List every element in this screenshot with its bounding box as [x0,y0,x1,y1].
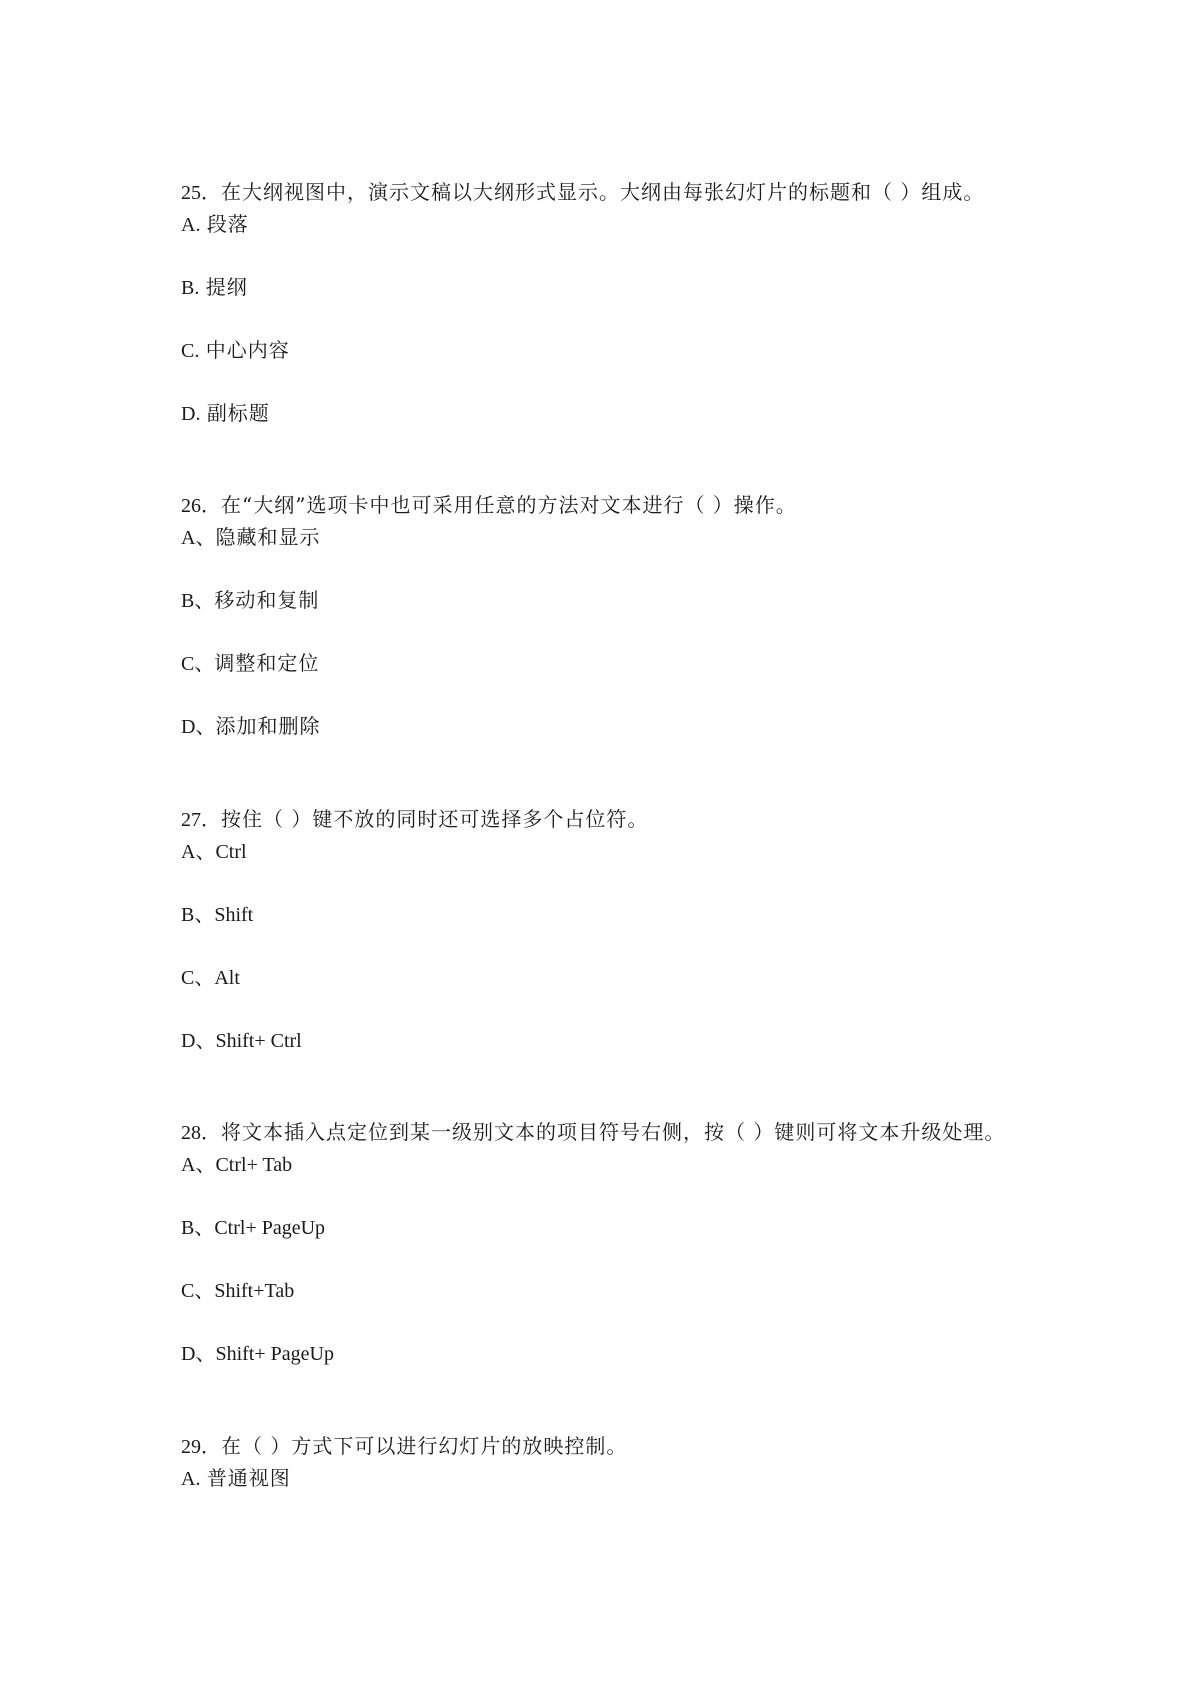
option-text: Alt [214,967,240,989]
option-letter: C、 [181,967,215,989]
option-letter: A. [181,1468,201,1490]
option-text: 中心内容 [205,338,290,362]
question-text: 按住（ ）键不放的同时还可选择多个占位符。 [221,807,649,831]
option-letter: B、 [181,1217,215,1239]
option-letter: D. [181,403,201,425]
option-text: 副标题 [206,401,270,425]
option-b [181,586,1081,614]
question-text: 将文本插入点定位到某一级别文本的项目符号右侧，按（ ）键则可将文本升级处理。 [221,1120,1006,1144]
question-text: 在（ ）方式下可以进行幻灯片的放映控制。 [221,1434,628,1458]
option-a [181,210,1081,238]
question-stem [181,1118,1081,1146]
option-letter: B、 [181,590,215,612]
option-letter: A. [181,214,201,236]
option-letter: C、 [181,653,215,675]
option-b [181,900,1081,928]
option-b [181,1213,1081,1241]
option-c [181,963,1081,991]
question-stem [181,178,1081,206]
option-a [181,1150,1081,1178]
option-text: 普通视图 [206,1466,291,1490]
option-text: Ctrl+ PageUp [214,1217,326,1239]
option-text: 隐藏和显示 [215,525,321,549]
option-b [181,273,1081,301]
question-number: 28． [181,1122,221,1144]
option-letter: A、 [181,841,216,863]
option-text: Ctrl+ Tab [215,1154,293,1176]
question-26 [181,491,1081,740]
option-a [181,523,1081,551]
option-text: 提纲 [205,275,248,299]
question-27 [181,805,1081,1054]
option-text: Ctrl [215,841,247,863]
option-letter: A、 [181,1154,216,1176]
option-c [181,1276,1081,1304]
option-d [181,712,1081,740]
option-text: 移动和复制 [214,588,320,612]
option-letter: D、 [181,716,216,738]
option-text: Shift+ PageUp [215,1343,334,1365]
option-letter: D、 [181,1343,216,1365]
option-c [181,649,1081,677]
option-a [181,837,1081,865]
option-text: Shift+Tab [214,1280,295,1302]
option-text: Shift [214,904,254,926]
option-letter: D、 [181,1030,216,1052]
option-letter: C、 [181,1280,215,1302]
question-text: 在“大纲”选项卡中也可采用任意的方法对文本进行（ ）操作。 [221,493,797,517]
option-letter: B、 [181,904,215,926]
option-text: Shift+ Ctrl [215,1030,302,1052]
option-text: 添加和删除 [215,714,321,738]
question-28 [181,1118,1081,1367]
question-number: 26． [181,495,221,517]
question-stem [181,805,1081,833]
option-letter: C. [181,340,200,362]
option-d [181,1339,1081,1367]
option-letter: B. [181,277,200,299]
question-stem [181,1432,1081,1460]
option-a [181,1464,1081,1492]
question-stem [181,491,1081,519]
question-text: 在大纲视图中，演示文稿以大纲形式显示。大纲由每张幻灯片的标题和（ ）组成。 [221,180,985,204]
option-text: 调整和定位 [214,651,320,675]
question-number: 29． [181,1436,221,1458]
option-d [181,399,1081,427]
question-25 [181,178,1081,427]
option-c [181,336,1081,364]
option-d [181,1026,1081,1054]
option-text: 段落 [206,212,249,236]
option-letter: A、 [181,527,216,549]
question-29 [181,1432,1081,1492]
question-number: 25． [181,182,221,204]
question-number: 27． [181,809,221,831]
